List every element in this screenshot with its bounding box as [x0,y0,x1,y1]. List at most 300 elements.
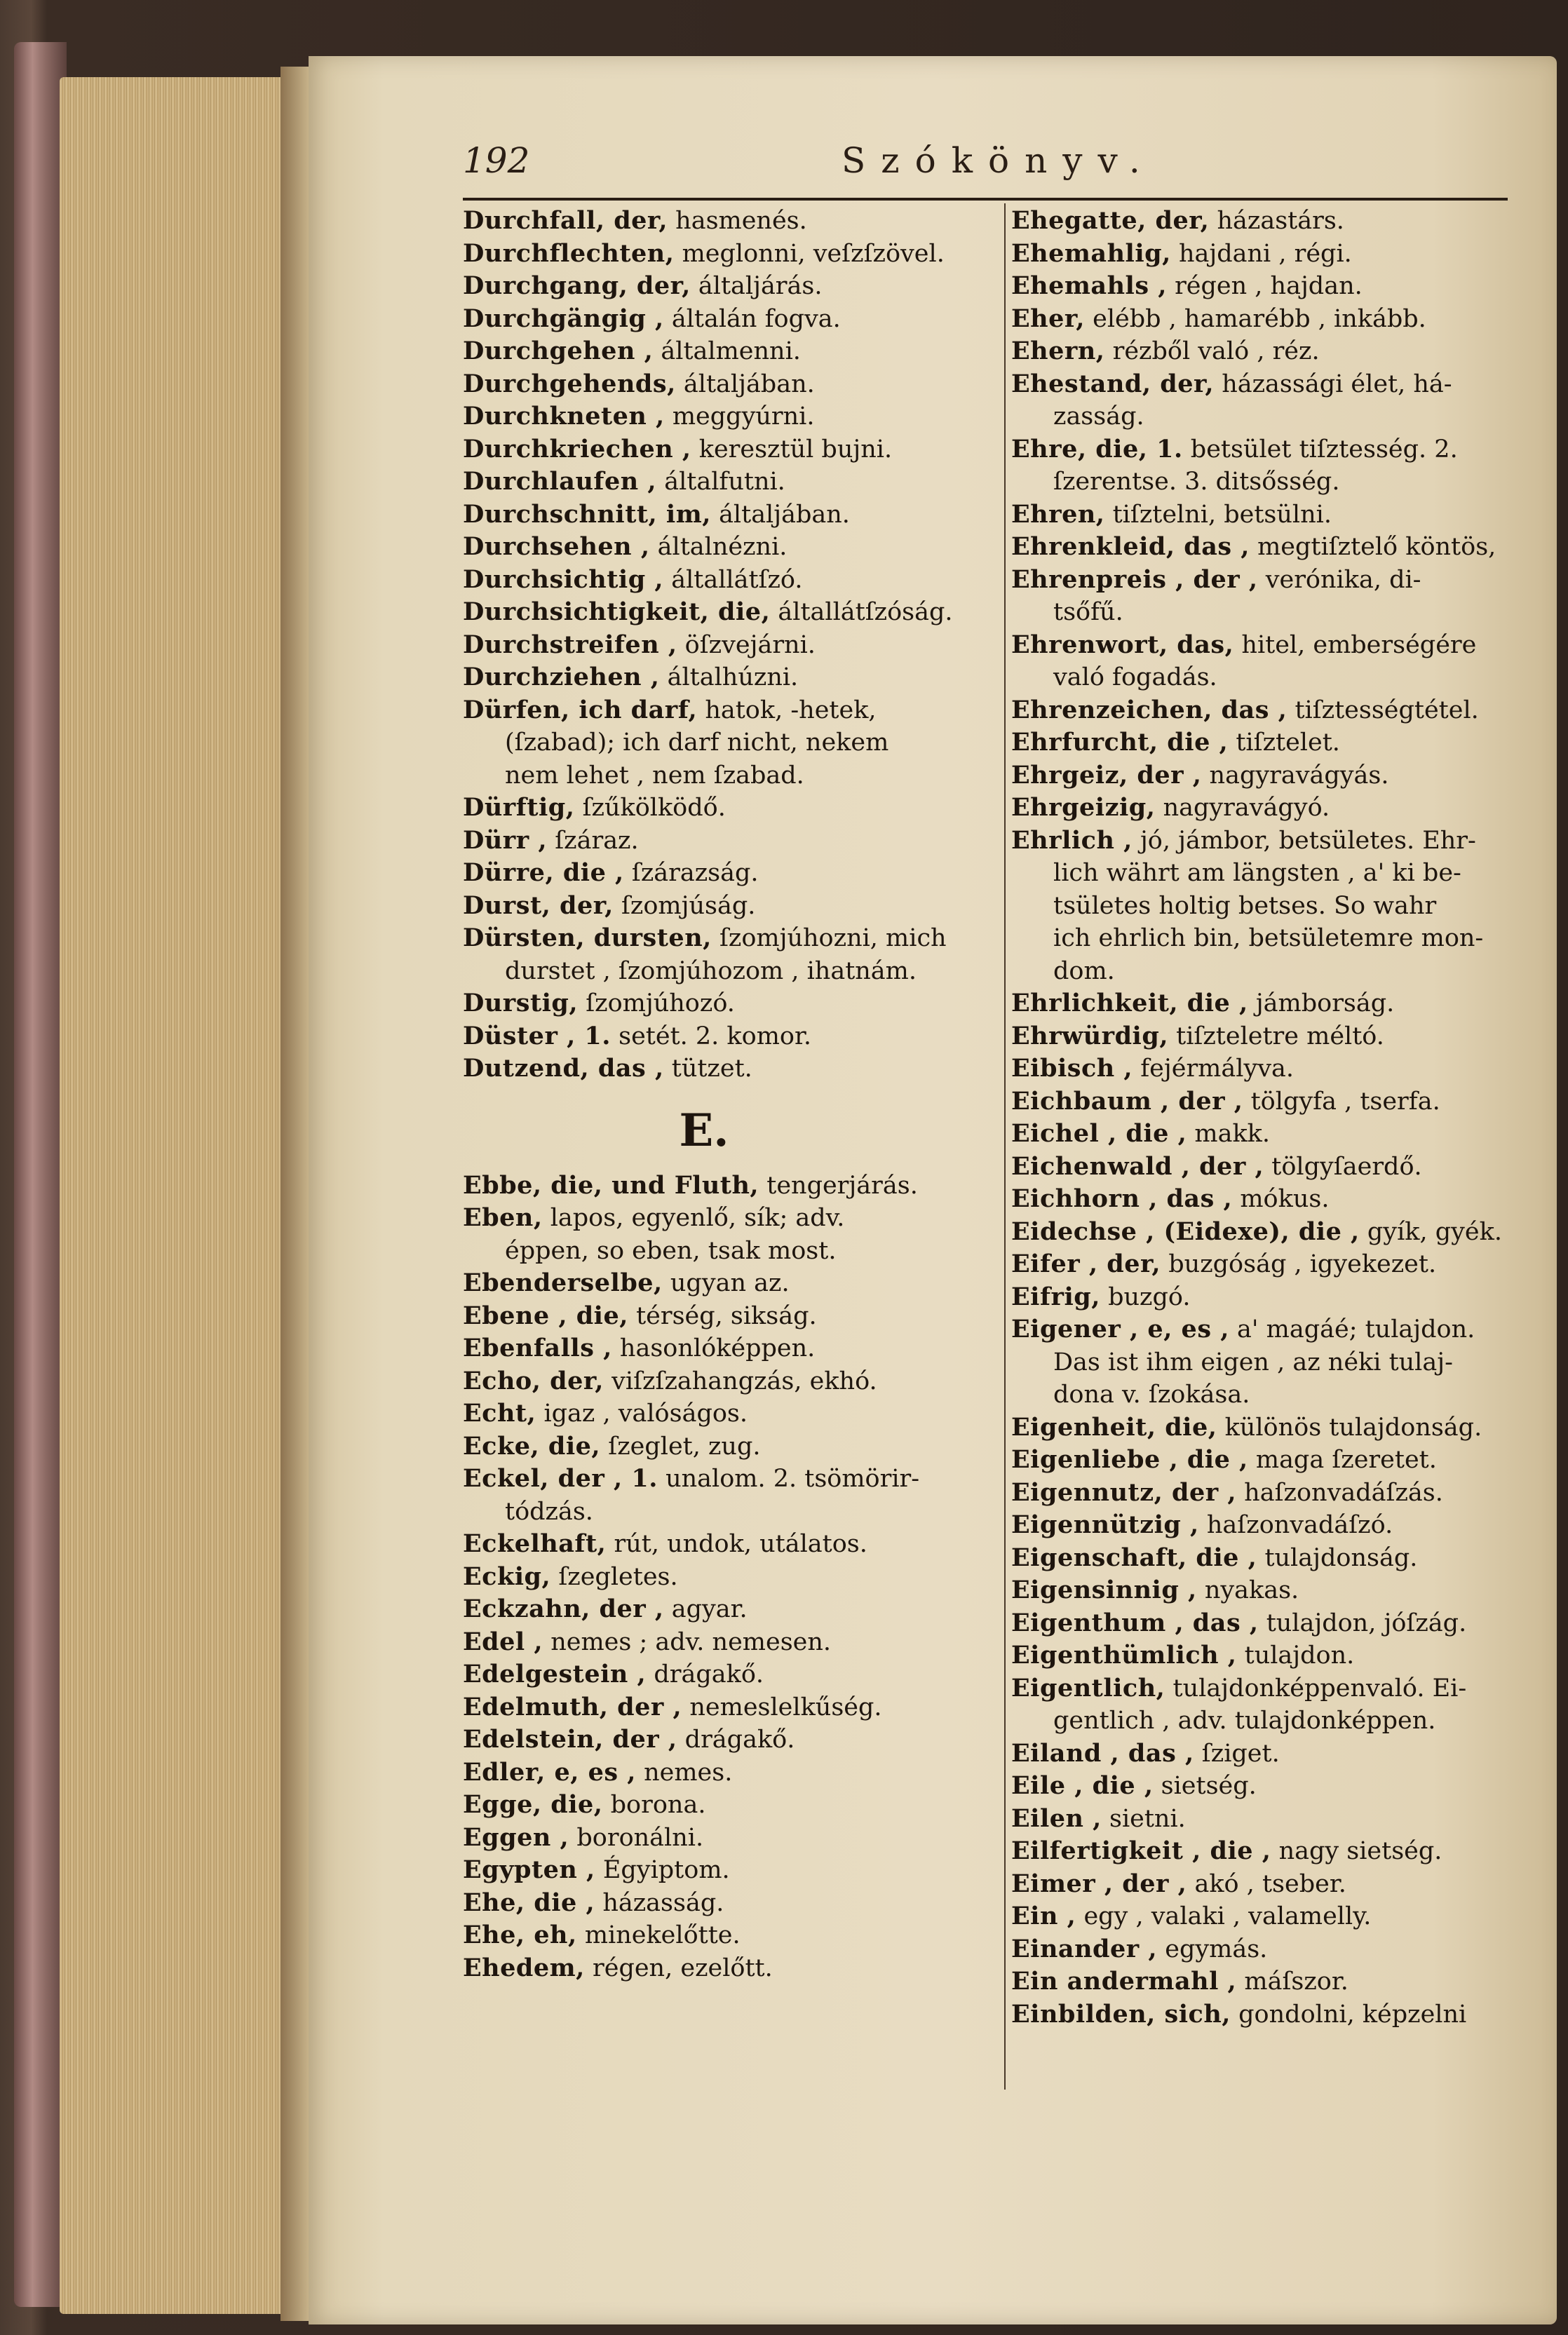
entry-headword: Dutzend, das , [463,1054,664,1083]
entry-translation: drágakő. [684,1726,795,1754]
entry-translation: térség, sikság. [636,1301,817,1330]
entry-continuation [1011,1346,1518,1379]
entry-translation: (ſzabad); ich darf nicht, nekem [505,729,889,757]
dictionary-entry [1011,1281,1518,1314]
dictionary-entry [463,433,1001,466]
dictionary-entry [1011,531,1518,564]
entry-translation: tölgyfa , tserfa. [1250,1087,1440,1116]
entry-translation: fejérmályva. [1140,1055,1294,1083]
entry-headword: Eigenthum , das , [1011,1608,1259,1637]
entry-headword: Durchgehends, [463,369,676,398]
entry-continuation [463,759,1001,792]
entry-translation: öſzvejárni. [684,630,816,659]
entry-translation: ſzeglet, zug. [608,1432,761,1461]
entry-translation: való fogadás. [1053,663,1217,691]
entry-headword: Edelmuth, der , [463,1692,682,1721]
entry-headword: Ehern, [1011,337,1105,365]
entry-translation: ſzomjúhozó. [586,989,735,1017]
entry-headword: Eigener , e, es , [1011,1315,1229,1344]
dictionary-entry [1011,1118,1518,1151]
entry-headword: Durchsichtigkeit, die, [463,597,771,626]
entry-translation: betsület tiſztesség. 2. [1190,435,1458,463]
entry-headword: Eifer , der, [1011,1250,1161,1278]
entry-headword: Eilen , [1011,1803,1102,1833]
dictionary-entry [1011,1835,1518,1868]
entry-headword: Eilfertigkeit , die , [1011,1836,1271,1865]
entry-headword: Echt, [463,1399,536,1428]
entry-translation: általfutni. [664,468,785,496]
entry-headword: Eile , die , [1011,1771,1154,1800]
dictionary-entry [463,1430,1001,1463]
dictionary-entry [463,1658,1001,1691]
entry-translation: lich währt am längsten , a' ki be- [1053,859,1461,887]
entry-headword: Eigenheit, die, [1011,1412,1217,1442]
dictionary-entry [463,1365,1001,1398]
entry-headword: Eckelhaft, [463,1529,607,1558]
entry-continuation [1011,857,1518,890]
entry-headword: Egypten , [463,1855,595,1884]
entry-translation: tsőfű. [1053,598,1123,626]
entry-continuation [1011,400,1518,433]
dictionary-entry [1011,1216,1518,1249]
dictionary-entry [1011,1085,1518,1118]
entry-headword: Edelstein, der , [463,1725,677,1754]
dictionary-entry [463,890,1001,923]
entry-headword: Durchziehen , [463,663,660,691]
dictionary-entry [1011,205,1518,238]
entry-translation: lapos, egyenlő, sík; adv. [550,1204,845,1232]
entry-headword: Durchschnitt, im, [463,499,711,529]
entry-headword: Ehestand, der, [1011,369,1215,398]
entry-translation: általlátſzóság. [778,598,953,626]
running-title: Szókönyv. [842,140,1156,181]
dictionary-entry [463,1691,1001,1724]
entry-translation: nemes. [644,1758,733,1787]
entry-translation: régen , hajdan. [1175,272,1363,300]
dictionary-entry [1011,694,1518,727]
entry-translation: ſzárazság. [631,859,759,887]
entry-translation: általjában. [719,500,850,529]
dictionary-entry [463,629,1001,662]
entry-headword: Durchstreifen , [463,630,677,659]
entry-translation: tengerjárás. [766,1171,918,1200]
dictionary-entry [463,1397,1001,1430]
dictionary-entry [463,596,1001,629]
dictionary-entry [1011,1965,1518,1998]
dictionary-entry [463,1267,1001,1300]
dictionary-entry [463,1300,1001,1333]
dictionary-entry [463,1593,1001,1626]
entry-translation: tiſztelni, betsülni. [1112,500,1332,529]
entry-translation: megtiſztelő köntös, [1257,533,1496,561]
dictionary-entry [1011,1574,1518,1607]
entry-headword: Echo, der, [463,1366,604,1395]
entry-headword: Ebene , die, [463,1301,628,1330]
entry-translation: ich ehrlich bin, betsületemre mon- [1053,924,1484,952]
entry-headword: Edler, e, es , [463,1757,636,1787]
entry-translation: nemeslelkűség. [689,1693,882,1721]
entry-translation: tulajdon, jóſzág. [1266,1609,1467,1637]
dictionary-entry [1011,1313,1518,1346]
entry-translation: nagyravágyás. [1209,761,1389,790]
dictionary-entry [1011,629,1518,662]
entry-translation: nagyravágyó. [1163,794,1330,822]
entry-translation: ſziget. [1201,1739,1280,1768]
entry-headword: Ehrenzeichen, das , [1011,695,1287,724]
dictionary-entry [463,1561,1001,1594]
dictionary-entry [1011,433,1518,466]
entry-headword: Eigennützig , [1011,1510,1199,1539]
entry-translation: keresztül bujni. [698,435,893,463]
entry-translation: gondolni, képzelni [1238,2000,1467,2029]
column-divider [1004,203,1006,2090]
entry-translation: buzgóság , igyekezet. [1168,1250,1437,1278]
dictionary-entry [463,1789,1001,1822]
entry-continuation [463,955,1001,988]
entry-translation: gentlich , adv. tulajdonképpen. [1053,1707,1436,1735]
entry-continuation [1011,466,1518,499]
dictionary-entry [463,1822,1001,1855]
dictionary-entry [1011,238,1518,271]
entry-translation: tulajdonság. [1264,1543,1418,1572]
entry-headword: Ehrgeiz, der , [1011,760,1202,790]
entry-headword: Ehren, [1011,499,1105,529]
book-cover-edge [14,42,67,2307]
entry-translation: ſzáraz. [555,826,639,855]
entry-translation: nagy sietség. [1278,1837,1442,1865]
dictionary-entry [1011,1477,1518,1510]
entry-translation: házassági élet, há- [1222,370,1452,398]
entry-headword: Edelgestein , [463,1660,647,1688]
entry-headword: Einbilden, sich, [1011,1999,1231,2029]
entry-translation: egymás. [1165,1935,1268,1963]
dictionary-entry [1011,1412,1518,1444]
dictionary-entry [1011,987,1518,1020]
dictionary-entry [1011,1900,1518,1933]
entry-headword: Eigenliebe , die , [1011,1445,1248,1474]
dictionary-entry [463,1887,1001,1920]
entry-continuation [1011,661,1518,694]
entry-translation: boronálni. [576,1823,704,1852]
entry-headword: Edel , [463,1627,543,1656]
entry-translation: drágakő. [654,1660,764,1688]
entry-headword: Ebbe, die, und Fluth, [463,1170,759,1200]
entry-headword: Eigenthümlich , [1011,1641,1237,1670]
header-rule [463,198,1508,201]
entry-translation: unalom. 2. tsömörir- [665,1465,920,1493]
entry-headword: Durchflechten, [463,238,675,268]
entry-translation: tulajdon. [1244,1642,1355,1670]
entry-headword: Eibisch , [1011,1054,1133,1083]
entry-translation: buzgó. [1108,1282,1191,1311]
entry-translation: nemes ; adv. nemesen. [550,1627,832,1656]
entry-headword: Eichbaum , der , [1011,1086,1243,1116]
entry-translation: hitel, emberségére [1241,630,1477,659]
dictionary-entry [1011,1803,1518,1836]
entry-translation: makk. [1194,1120,1271,1148]
entry-translation: hasonlóképpen. [619,1334,816,1362]
entry-headword: Ehemahls , [1011,271,1167,300]
entry-headword: Eichel , die , [1011,1119,1187,1148]
entry-translation: meglonni, veſzſzövel. [682,239,945,268]
entry-headword: Dürre, die , [463,858,624,887]
entry-headword: Eigensinnig , [1011,1576,1197,1604]
entry-headword: Durchsichtig , [463,564,664,594]
dictionary-entry [463,400,1001,433]
dictionary-entry [463,1202,1001,1235]
dictionary-entry [463,270,1001,303]
dictionary-entry [463,499,1001,532]
entry-headword: Ebenfalls , [463,1334,612,1362]
dictionary-entry [463,694,1001,727]
dictionary-entry [463,1170,1001,1203]
dictionary-entry [1011,1770,1518,1803]
dictionary-entry [463,335,1001,368]
entry-headword: Ehemahlig, [1011,238,1171,268]
dictionary-entry [463,825,1001,858]
entry-headword: Egge, die, [463,1790,603,1819]
entry-headword: Dürsten, dursten, [463,923,712,952]
entry-translation: mókus. [1240,1185,1330,1213]
entry-headword: Eckzahn, der , [463,1595,664,1623]
dictionary-entry [463,987,1001,1020]
dictionary-entry [463,1919,1001,1952]
left-entries-d [463,205,1001,1085]
dictionary-entry [1011,1672,1518,1705]
entry-translation: rút, undok, utálatos. [614,1530,867,1558]
left-column [463,205,1001,1984]
entry-translation: dom. [1053,956,1115,985]
entry-translation: borona. [610,1791,706,1819]
entry-translation: ſzegletes. [558,1562,678,1591]
entry-translation: általán fogva. [671,304,841,333]
entry-translation: éppen, so eben, tsak most. [505,1236,837,1265]
entry-translation: hatok, -hetek, [705,696,877,724]
entry-translation: minekelőtte. [584,1921,741,1949]
entry-translation: általjában. [683,370,815,398]
entry-translation: általlátſzó. [671,565,803,594]
entry-headword: Durchkriechen , [463,434,691,463]
dictionary-entry [463,661,1001,694]
dictionary-entry [463,1053,1001,1085]
entry-headword: Ehedem, [463,1953,585,1982]
entry-headword: Eidechse , (Eidexe), die , [1011,1217,1360,1246]
entry-translation: általmenni. [661,337,801,365]
entry-translation: ſzerentse. 3. ditsősség. [1053,468,1340,496]
dictionary-entry [1011,564,1518,597]
entry-translation: általnézni. [657,533,788,561]
entry-translation: rézből való , réz. [1112,337,1320,365]
dictionary-entry [1011,1053,1518,1085]
entry-translation: máſszor. [1244,1968,1349,1996]
entry-headword: Eigennutz, der , [1011,1477,1237,1507]
dictionary-entry [463,1020,1001,1053]
entry-translation: jámborság. [1255,989,1395,1017]
entry-translation: tulajdonképpenvaló. Ei- [1172,1674,1467,1703]
entry-headword: Ehrlich , [1011,825,1133,855]
dictionary-entry [1011,1151,1518,1184]
entry-translation: tölgyſaerdő. [1271,1152,1422,1181]
entry-translation: ſzűkölködő. [582,794,726,822]
entry-translation: tiſzteletre méltó. [1176,1022,1384,1050]
entry-headword: Durst, der, [463,891,614,920]
entry-translation: dona v. ſzokása. [1053,1381,1250,1409]
entry-headword: Eckel, der , 1. [463,1464,658,1493]
entry-headword: Eher, [1011,304,1085,333]
entry-headword: Durchgängig , [463,304,664,333]
dictionary-entry [1011,792,1518,825]
entry-translation: régen, ezelőtt. [593,1954,773,1982]
dictionary-entry [1011,1639,1518,1672]
dictionary-entry [1011,1998,1518,2031]
entry-headword: Eimer , der , [1011,1869,1187,1898]
entry-translation: tsületes holtig betses. So wahr [1053,891,1437,920]
entry-translation: Égyiptom. [602,1856,730,1884]
entry-headword: Einander , [1011,1934,1158,1963]
dictionary-entry [1011,303,1518,336]
entry-headword: Eggen , [463,1822,569,1852]
dictionary-entry [1011,1868,1518,1901]
entry-continuation [1011,955,1518,988]
dictionary-entry [463,368,1001,401]
entry-continuation [1011,1705,1518,1738]
entry-translation: nem lehet , nem ſzabad. [505,761,804,790]
entry-headword: Ehrwürdig, [1011,1021,1169,1050]
dictionary-entry [1011,499,1518,532]
dictionary-entry [463,1724,1001,1757]
entry-headword: Eichhorn , das , [1011,1184,1233,1213]
entry-translation: a' magáé; tulajdon. [1237,1315,1475,1344]
dictionary-entry [1011,1183,1518,1216]
section-letter-heading: E. [679,1104,729,1157]
entry-continuation [1011,890,1518,923]
right-column [1011,205,1518,2031]
entry-headword: Ehrgeizig, [1011,793,1156,822]
dictionary-entry [463,531,1001,564]
entry-translation: házastárs. [1217,207,1344,235]
entry-headword: Durchgehen , [463,337,654,365]
entry-translation: általhúzni. [667,663,799,691]
entry-translation: nyakas. [1204,1576,1299,1604]
entry-continuation [463,1496,1001,1529]
entry-translation: ſzomjúság. [621,891,756,920]
entry-headword: Ehegatte, der, [1011,206,1210,235]
entry-translation: meggyúrni. [672,402,815,431]
dictionary-entry [1011,1542,1518,1575]
entry-translation: ſzomjúhozni, mich [719,924,947,952]
entry-headword: Durchlaufen , [463,467,657,496]
dictionary-entry [463,1332,1001,1365]
entry-translation: tiſztességtétel. [1295,696,1479,724]
entry-headword: Ehrenpreis , der , [1011,564,1258,594]
entry-continuation [463,726,1001,759]
entry-translation: maga ſzeretet. [1255,1446,1437,1474]
dictionary-entry [1011,1248,1518,1281]
entry-translation: egy , valaki , valamelly. [1083,1902,1372,1930]
entry-headword: Eigentlich, [1011,1673,1165,1703]
entry-translation: általjárás. [698,272,823,300]
dictionary-entry [1011,1020,1518,1053]
entry-headword: Ecke, die, [463,1431,601,1461]
dictionary-entry [463,792,1001,825]
entry-headword: Ehe, die , [463,1888,595,1917]
entry-headword: Eckig, [463,1562,551,1591]
dictionary-entry [1011,825,1518,858]
dictionary-entry [463,466,1001,499]
entry-headword: Dürftig, [463,793,575,822]
entry-continuation [1011,922,1518,955]
entry-continuation [1011,1379,1518,1412]
entry-translation: tiſztelet. [1236,729,1340,757]
entry-translation: Das ist ihm eigen , az néki tulaj- [1053,1348,1453,1376]
entry-translation: sietni. [1109,1804,1186,1833]
entry-translation: verónika, di- [1265,565,1421,594]
dictionary-entry [1011,1933,1518,1966]
entry-translation: elébb , hamarébb , inkább. [1093,304,1426,333]
entry-headword: Durchfall, der, [463,206,668,235]
entry-headword: Ein , [1011,1902,1076,1930]
entry-headword: Eichenwald , der , [1011,1151,1264,1181]
dictionary-entry [1011,368,1518,401]
entry-translation: sietség. [1161,1772,1257,1800]
entry-translation: haſzonvadáſzás. [1244,1478,1443,1507]
entry-translation: haſzonvadáſzó. [1206,1511,1393,1539]
entry-continuation [1011,596,1518,629]
entry-translation: házasság. [602,1888,724,1917]
entry-headword: Durchgang, der, [463,271,691,300]
entry-headword: Durchsehen , [463,532,650,561]
entry-headword: Ein andermahl , [1011,1967,1237,1996]
entry-headword: Eben, [463,1203,543,1232]
dictionary-entry [1011,270,1518,303]
entry-translation: agyar. [671,1595,748,1623]
entry-headword: Dürfen, ich darf, [463,695,698,724]
dictionary-entry [463,303,1001,336]
entry-translation: különös tulajdonság. [1224,1413,1482,1442]
entry-translation: akó , tseber. [1194,1869,1346,1898]
entry-translation: hajdani , régi. [1178,239,1352,268]
entry-headword: Ebenderselbe, [463,1268,663,1297]
entry-translation: viſzſzahangzás, ekhó. [611,1367,877,1395]
dictionary-entry [463,922,1001,955]
page-header [463,140,1515,189]
dictionary-entry [1011,1509,1518,1542]
entry-headword: Düster , 1. [463,1021,611,1050]
dictionary-entry [463,1757,1001,1789]
entry-translation: ugyan az. [670,1269,790,1297]
entry-headword: Dürr , [463,825,548,855]
entry-headword: Ehrfurcht, die , [1011,728,1229,757]
entry-translation: tódzás. [505,1497,593,1526]
dictionary-entry [463,564,1001,597]
entry-headword: Ehe, eh, [463,1921,577,1949]
entry-headword: Eiland , das , [1011,1738,1194,1768]
page-number: 192 [463,140,530,181]
entry-headword: Eigenschaft, die , [1011,1543,1257,1572]
entry-headword: Ehrenkleid, das , [1011,532,1250,561]
dictionary-entry [1011,1738,1518,1771]
entry-headword: Durchkneten , [463,402,665,431]
dictionary-entry [1011,726,1518,759]
dictionary-entry [1011,1607,1518,1640]
dictionary-entry [463,238,1001,271]
entry-translation: igaz , valóságos. [543,1400,748,1428]
page-block-edges [60,77,291,2314]
entry-headword: Durstig, [463,989,579,1017]
dictionary-entry [1011,759,1518,792]
entry-continuation [463,1235,1001,1268]
dictionary-entry [463,1463,1001,1496]
